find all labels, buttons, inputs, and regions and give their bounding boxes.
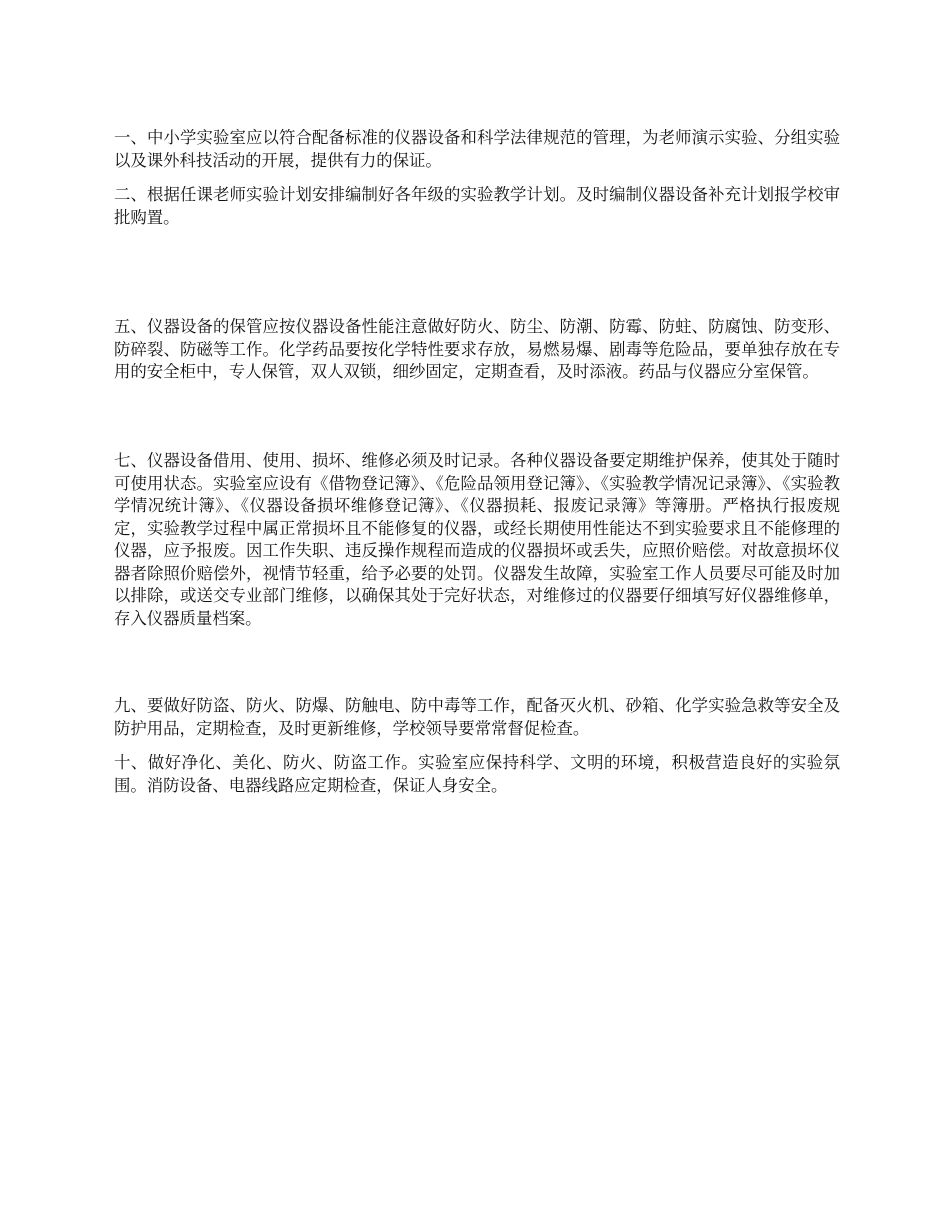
paragraph-10: 十、做好净化、美化、防火、防盗工作。实验室应保持科学、文明的环境，积极营造良好的实验氛围。消防设备、电器线路应定期检查，保证人身安全。 xyxy=(114,753,840,795)
paragraph-5: 五、仪器设备的保管应按仪器设备性能注意做好防火、防尘、防潮、防霉、防蛀、防腐蚀、防变形、防碎裂、防磁等工作。化学药品要按化学特性要求存放，易燃易爆、剧毒等危险品，要单独存放在专用的安全柜中，专人保管，双人双锁，细纱固定，定期查看，及时添液。药品与仪器应分室保管。 xyxy=(114,317,840,381)
paragraph-2: 二、根据任课老师实验计划安排编制好各年级的实验教学计划。及时编制仪器设备补充计划报学校审批购置。 xyxy=(114,185,840,227)
paragraph-7: 七、仪器设备借用、使用、损坏、维修必须及时记录。各种仪器设备要定期维护保养，使其处于随时可使用状态。实验室应设有《借物登记簿》、《危险品领用登记簿》、《实验教学情况记录簿》、《实验教学情况统计簿》、《仪器设备损坏维修登记簿》、《仪器损耗、报废记录簿》等簿册。严格执行报废规定，实验教学过程中属正常损坏且不能修复的仪器，或经长期使用性能达不到实验要求且不能修理的仪器，应予报废。因工作失职、违反操作规程而造成的仪器损坏或丢失，应照价赔偿。对故意损坏仪器者除照价赔偿外，视情节轻重，给予必要的处罚。仪器发生故障，实验室工作人员要尽可能及时加以排除，或送交专业部门维修，以确保其处于完好状态，对维修过的仪器要仔细填写好仪器维修单，存入仪器质量档案。 xyxy=(114,451,840,628)
paragraph-9: 九、要做好防盗、防火、防爆、防触电、防中毒等工作，配备灭火机、砂箱、化学实验急救等安全及防护用品，定期检查，及时更新维修，学校领导要常常督促检查。 xyxy=(114,696,840,738)
paragraph-1: 一、中小学实验室应以符合配备标准的仪器设备和科学法律规范的管理，为老师演示实验、分组实验以及课外科技活动的开展，提供有力的保证。 xyxy=(114,128,840,170)
